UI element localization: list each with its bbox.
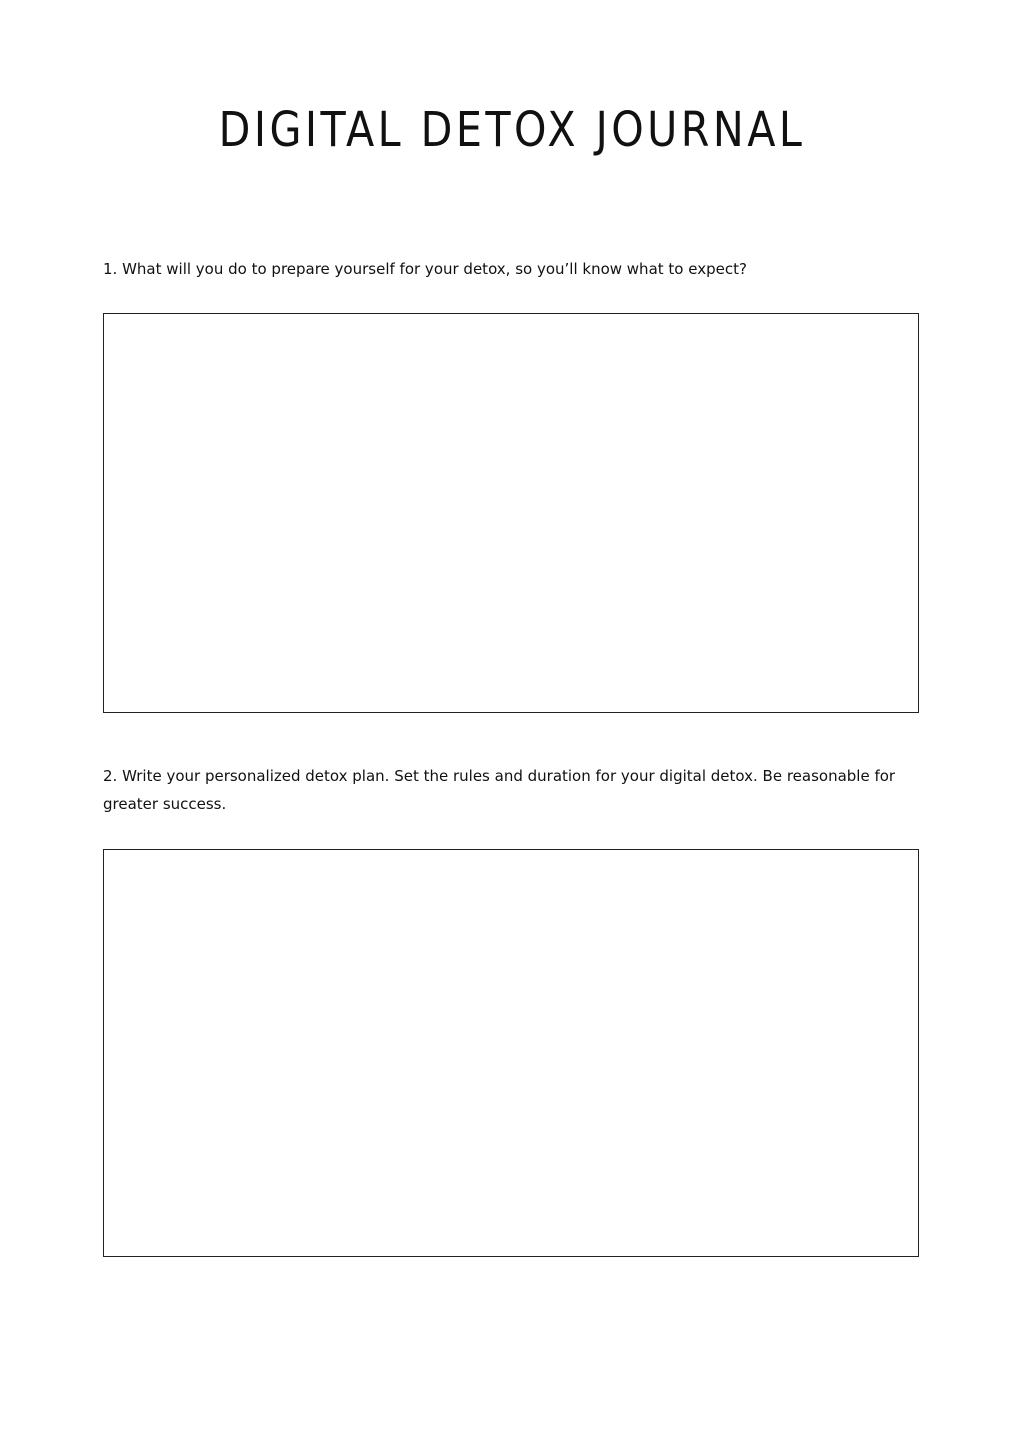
question-2-answer-box[interactable] <box>103 849 919 1257</box>
question-1-prompt: 1. What will you do to prepare yourself for your detox, so you’ll know what to expect? <box>103 260 747 278</box>
page-title: DIGITAL DETOX JOURNAL <box>218 102 806 158</box>
question-2-prompt: 2. Write your personalized detox plan. Set the rules and duration for your digital detox. Be reasonable for greater success. <box>103 767 896 813</box>
question-1-answer-box[interactable] <box>103 313 919 713</box>
